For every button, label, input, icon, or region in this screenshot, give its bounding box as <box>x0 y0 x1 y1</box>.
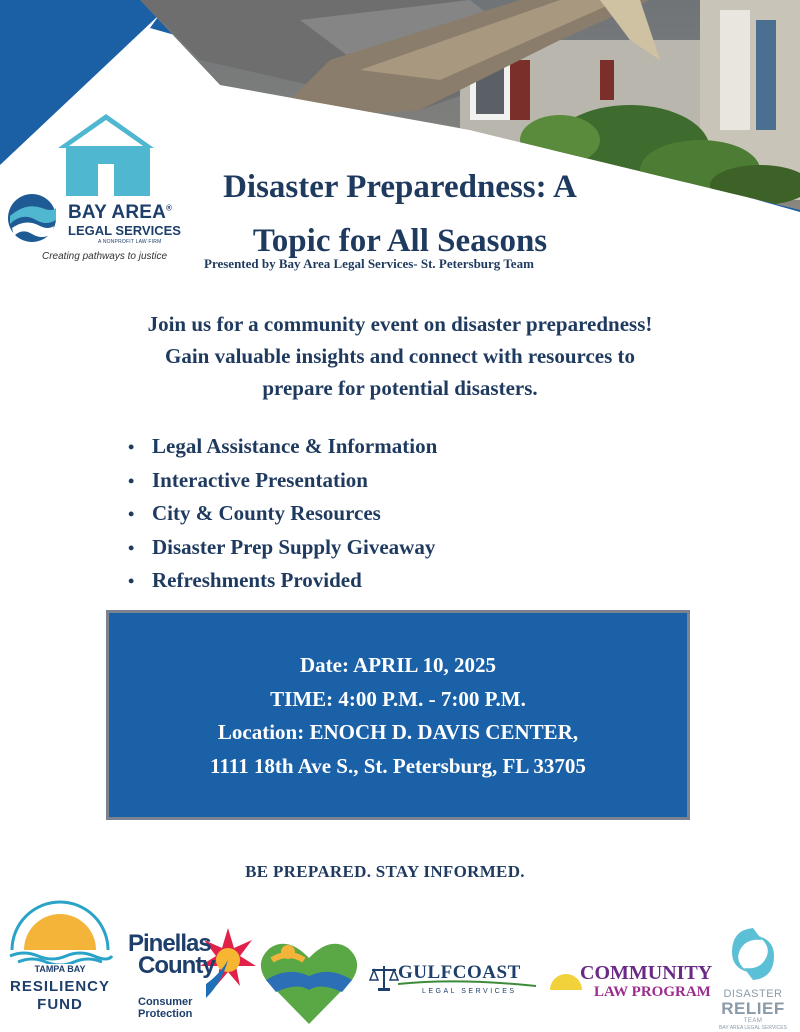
gulfcoast-sub: LEGAL SERVICES <box>422 988 517 995</box>
list-item: • Legal Assistance & Information <box>128 430 437 464</box>
tb-line-3: FUND <box>37 996 83 1013</box>
page-title <box>190 160 610 268</box>
logo-name: BAY AREA® <box>68 202 173 223</box>
feature-list <box>128 430 437 598</box>
clp-line-2: LAW PROGRAM <box>594 984 711 1000</box>
bullet-icon: • <box>128 437 135 457</box>
title-line-1: Disaster Preparedness: A <box>223 169 577 205</box>
pinellas-line-3: Consumer <box>138 996 193 1008</box>
event-address: 1111 18th Ave S., St. Petersburg, FL 33705 <box>210 753 586 778</box>
intro-line-1: Join us for a community event on disaster preparedness! <box>147 312 653 336</box>
intro-line-2: Gain valuable insights and connect with resources to <box>164 344 636 368</box>
list-item: • Refreshments Provided <box>128 564 437 598</box>
header <box>0 0 800 300</box>
list-item: • Interactive Presentation <box>128 464 437 498</box>
tampa-bay-resiliency-fund-logo <box>4 898 116 1032</box>
bullet-icon: • <box>128 537 135 558</box>
drt-line-3: TEAM <box>743 1018 763 1024</box>
sun-icon <box>24 914 96 950</box>
title-line-2: Topic for All Seasons <box>252 223 548 259</box>
house-icon <box>58 114 154 196</box>
heart-handshake-logo <box>258 936 360 1026</box>
list-item: • City & County Resources <box>128 497 437 531</box>
heart-icon <box>261 944 357 1024</box>
bullet-icon: • <box>128 504 135 524</box>
drt-line-4: BAY AREA LEGAL SERVICES <box>719 1025 787 1031</box>
slogan: BE PREPARED. STAY INFORMED. <box>245 862 525 881</box>
rising-sun-icon <box>550 974 582 990</box>
event-details-box <box>106 610 690 820</box>
intro-line-3: prepare for potential disasters. <box>262 376 538 400</box>
pinellas-line-2: County <box>138 952 215 979</box>
wave-emblem-icon <box>8 194 56 242</box>
scales-of-justice-icon <box>370 966 398 991</box>
disaster-relief-team-logo <box>710 922 796 1032</box>
pinellas-line-1: Pinellas <box>128 930 211 957</box>
list-item: • Disaster Prep Supply Giveaway <box>128 531 437 565</box>
tb-line-2: RESILIENCY <box>9 978 110 995</box>
event-date: Date: APRIL 10, 2025 <box>300 653 496 677</box>
bullet-icon: • <box>128 571 135 591</box>
logo-sub: LEGAL SERVICES <box>68 223 181 238</box>
logo-tiny: A NONPROFIT LAW FIRM <box>98 239 162 245</box>
bullet-icon: • <box>128 470 135 491</box>
bay-area-legal-services-logo <box>6 112 186 272</box>
hurricane-icon <box>732 928 774 980</box>
gulfcoast-legal-services-logo <box>368 958 538 1004</box>
drt-line-2: RELIEF <box>721 999 785 1018</box>
drt-line-1: DISASTER <box>723 988 783 1000</box>
registered-mark: ® <box>166 203 173 213</box>
intro-text <box>90 308 710 404</box>
pinellas-county-consumer-protection-logo <box>124 926 256 1026</box>
tb-line-1: TAMPA BAY <box>34 964 86 974</box>
logo-tagline: Creating pathways to justice <box>42 251 168 262</box>
clp-line-1: COMMUNITY <box>580 962 713 984</box>
event-location: Location: ENOCH D. DAVIS CENTER, <box>217 720 579 744</box>
gulfcoast-name: GULFCOAST <box>398 962 521 983</box>
presenter-line: Presented by Bay Area Legal Services- St. Petersburg Team <box>204 256 534 271</box>
community-law-program-logo <box>546 960 713 1004</box>
event-time: TIME: 4:00 P.M. - 7:00 P.M. <box>270 686 526 711</box>
pinellas-line-4: Protection <box>138 1008 193 1020</box>
